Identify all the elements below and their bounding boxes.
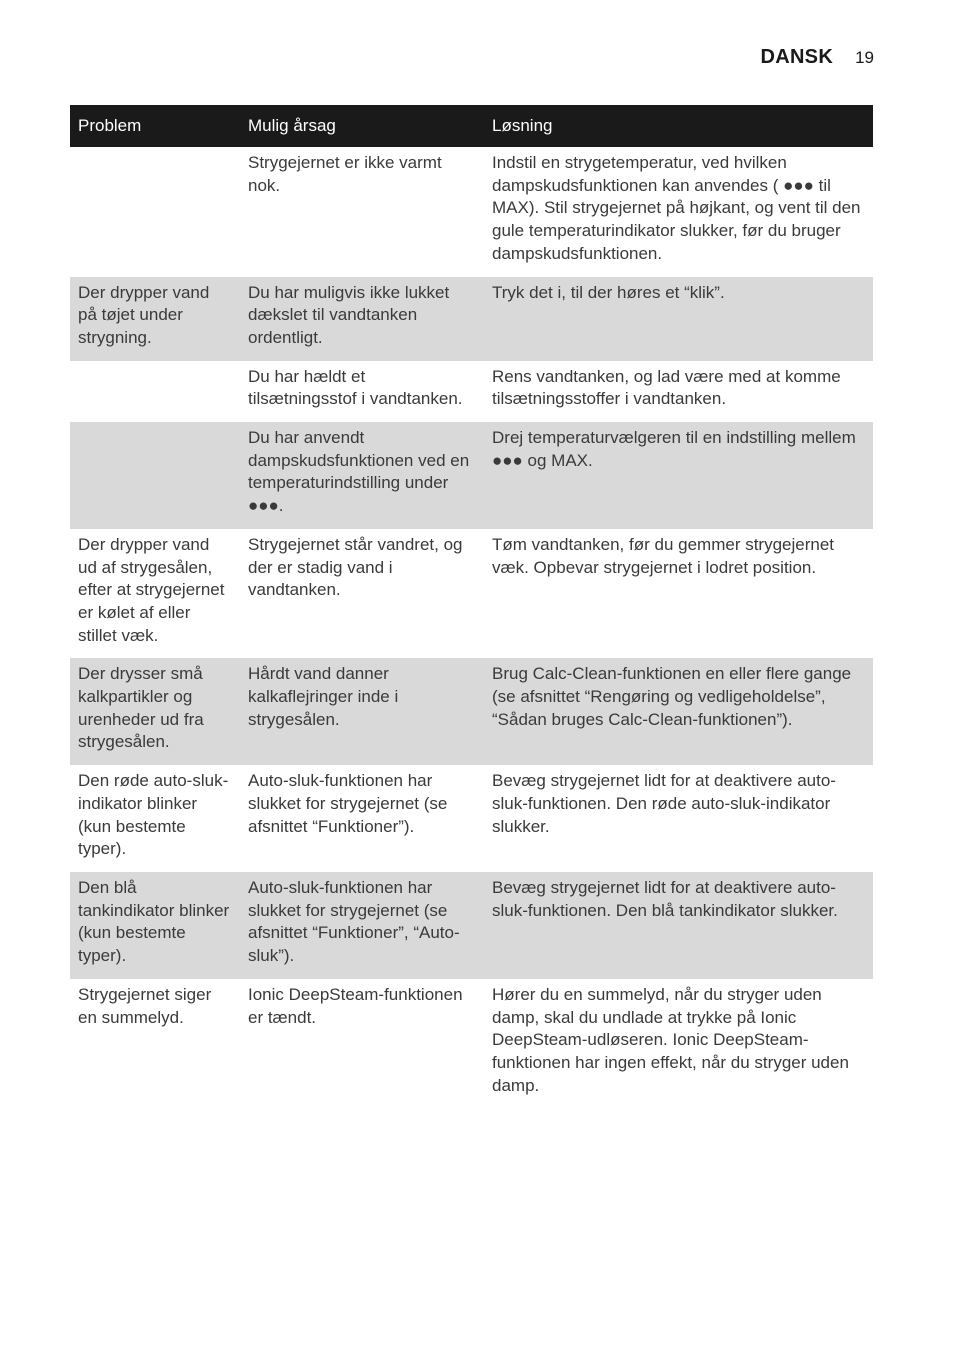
- solution-cell: Hører du en summelyd, når du stryger uden damp, skal du undlade at trykke på Ionic DeepSteam-udløseren. Ionic DeepSteam-funktionen har ingen effekt, når du stryger uden damp.: [492, 984, 849, 1095]
- problem-cell: [70, 422, 240, 529]
- table-body: [70, 147, 873, 1108]
- problem-cell: Den blå tankindikator blinker (kun bestemte typer).: [70, 872, 240, 979]
- cause-cell: Ionic DeepSteam-funktionen er tændt.: [248, 984, 463, 1027]
- problem-cell: Der drypper vand på tøjet under strygning.: [70, 277, 240, 361]
- problem-cell: [70, 361, 240, 422]
- table-row: [70, 147, 873, 277]
- cause-cell: Strygejernet står vandret, og der er stadig vand i vandtanken.: [248, 534, 463, 600]
- solution-cell: Bevæg strygejernet lidt for at deaktivere auto-sluk-funktionen. Den røde auto-sluk-indikator slukker.: [492, 771, 836, 836]
- solution-cell: Brug Calc-Clean-funktionen en eller flere gange (se afsnittet “Rengøring og vedligeholdelse”, “Sådan bruges Calc-Clean-funktionen”).: [484, 658, 873, 765]
- table-row: [70, 277, 873, 361]
- table-row: [70, 765, 873, 872]
- language-label: DANSK: [760, 46, 834, 68]
- solution-cell: Bevæg strygejernet lidt for at deaktivere auto-sluk-funktionen. Den blå tankindikator slukker.: [484, 872, 873, 979]
- solution-cell: Tryk det i, til der høres et “klik”.: [484, 277, 873, 361]
- page-number: 19: [855, 48, 874, 67]
- cause-cell: Du har anvendt dampskudsfunktionen ved en temperaturindstilling under ●●●.: [240, 422, 484, 529]
- table-row: [70, 979, 873, 1109]
- column-header-problem: Problem: [70, 105, 240, 147]
- table-row: [70, 872, 873, 979]
- solution-cell: Drej temperaturvælgeren til en indstilling mellem ●●● og MAX.: [484, 422, 873, 529]
- cause-cell: Auto-sluk-funktionen har slukket for strygejernet (se afsnittet “Funktioner”, “Auto-sluk”).: [240, 872, 484, 979]
- header-row: [70, 105, 873, 147]
- solution-cell: Rens vandtanken, og lad være med at komme tilsætningsstoffer i vandtanken.: [492, 366, 841, 409]
- table-row: [70, 529, 873, 659]
- cause-cell: Strygejernet er ikke varmt nok.: [248, 153, 442, 195]
- table-row: [70, 658, 873, 765]
- table-row: [70, 422, 873, 529]
- cause-cell: Du har muligvis ikke lukket dækslet til vandtanken ordentligt.: [240, 277, 484, 361]
- cause-cell: Du har hældt et tilsætningsstof i vandtanken.: [248, 366, 463, 409]
- problem-cell: [70, 147, 240, 277]
- column-header-solution: Løsning: [484, 105, 873, 147]
- solution-cell: Tøm vandtanken, før du gemmer strygejernet væk. Opbevar strygejernet i lodret position.: [492, 534, 835, 577]
- troubleshooting-table: [70, 105, 873, 1108]
- problem-cell: Strygejernet siger en summelyd.: [78, 984, 212, 1027]
- solution-cell: Indstil en strygetemperatur, ved hvilken dampskudsfunktionen kan anvendes ( ●●● til MAX). Stil strygejernet på højkant, og vent til den gule temperaturindikator slukker, før du bruger dampskudsfunktionen.: [492, 153, 861, 263]
- cause-cell: Hårdt vand danner kalkaflejringer inde i strygesålen.: [240, 658, 484, 765]
- table-header: [70, 105, 873, 147]
- problem-cell: Den røde auto-sluk-indikator blinker (kun bestemte typer).: [78, 771, 229, 859]
- problem-cell: Der drypper vand ud af strygesålen, efter at strygejernet er kølet af eller stillet væk.: [78, 534, 225, 645]
- cause-cell: Auto-sluk-funktionen har slukket for strygejernet (se afsnittet “Funktioner”).: [248, 771, 448, 836]
- page-header: [760, 46, 874, 69]
- column-header-cause: Mulig årsag: [240, 105, 484, 147]
- problem-cell: Der drysser små kalkpartikler og urenheder ud fra strygesålen.: [70, 658, 240, 765]
- table-row: [70, 361, 873, 422]
